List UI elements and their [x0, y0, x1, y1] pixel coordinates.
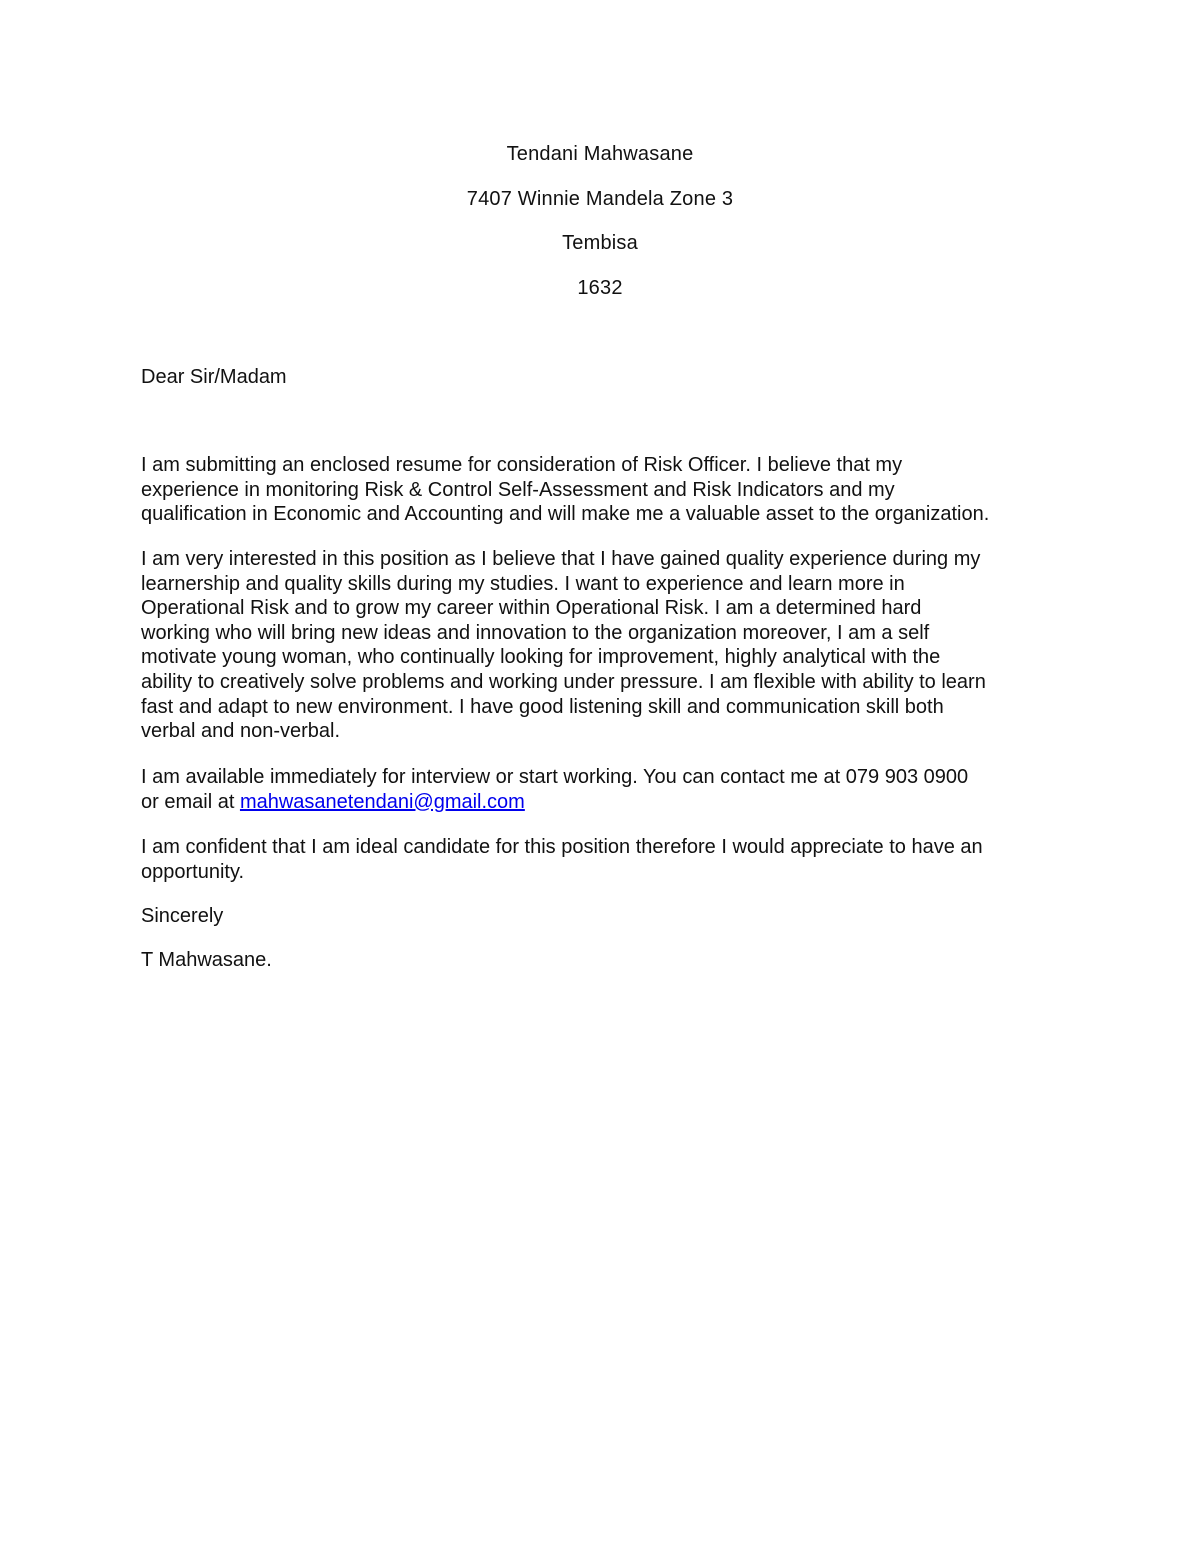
paragraph-2: [141, 547, 1071, 744]
paragraph-2-line: learnership and quality skills during my studies. I want to experience and learn more in: [141, 572, 905, 595]
email-link[interactable]: mahwasanetendani@gmail.com: [239, 790, 525, 813]
salutation-text: Dear Sir/Madam: [141, 366, 287, 388]
paragraph-3-line: I am available immediately for interview or start working. You can contact me at 079 903 0900: [141, 766, 969, 788]
paragraph-4: [141, 835, 1071, 884]
sender-postal-code: 1632: [577, 277, 623, 299]
sender-city: Tembisa: [562, 232, 638, 254]
paragraph-2-line: ability to creatively solve problems and working under pressure. I am flexible with ability to learn: [141, 670, 986, 693]
sender-name: Tendani Mahwasane: [506, 143, 694, 165]
salutation: [141, 365, 1071, 390]
paragraph-2-line: verbal and non-verbal.: [141, 720, 341, 743]
paragraph-1-line: qualification in Economic and Accounting and will make me a valuable asset to the organization.: [141, 503, 990, 526]
closing-text: Sincerely: [141, 905, 224, 927]
paragraph-2-line: fast and adapt to new environment. I have good listening skill and communication skill both: [141, 695, 944, 718]
paragraph-2-line: Operational Risk and to grow my career within Operational Risk. I am a determined hard: [141, 597, 922, 620]
email-prefix: or email at: [141, 790, 240, 813]
paragraph-1-line: I am submitting an enclosed resume for consideration of Risk Officer. I believe that my: [141, 454, 903, 476]
paragraph-2-line: working who will bring new ideas and innovation to the organization moreover, I am a self: [141, 621, 930, 644]
closing: [141, 904, 1071, 929]
signature-text: T Mahwasane.: [141, 949, 272, 971]
paragraph-4-line: opportunity.: [141, 860, 245, 883]
paragraph-2-line: I am very interested in this position as I believe that I have gained quality experience during my: [141, 548, 981, 570]
paragraph-3-line: [141, 790, 1071, 815]
signature: [141, 948, 1071, 973]
paragraph-4-line: I am confident that I am ideal candidate for this position therefore I would appreciate to have an: [141, 836, 983, 858]
paragraph-2-line: motivate young woman, who continually looking for improvement, highly analytical with the: [141, 646, 941, 669]
paragraph-1-line: experience in monitoring Risk & Control Self-Assessment and Risk Indicators and my: [141, 478, 895, 501]
paragraph-3: [141, 765, 1071, 814]
paragraph-1: [141, 453, 1071, 527]
sender-street: 7407 Winnie Mandela Zone 3: [466, 188, 734, 210]
